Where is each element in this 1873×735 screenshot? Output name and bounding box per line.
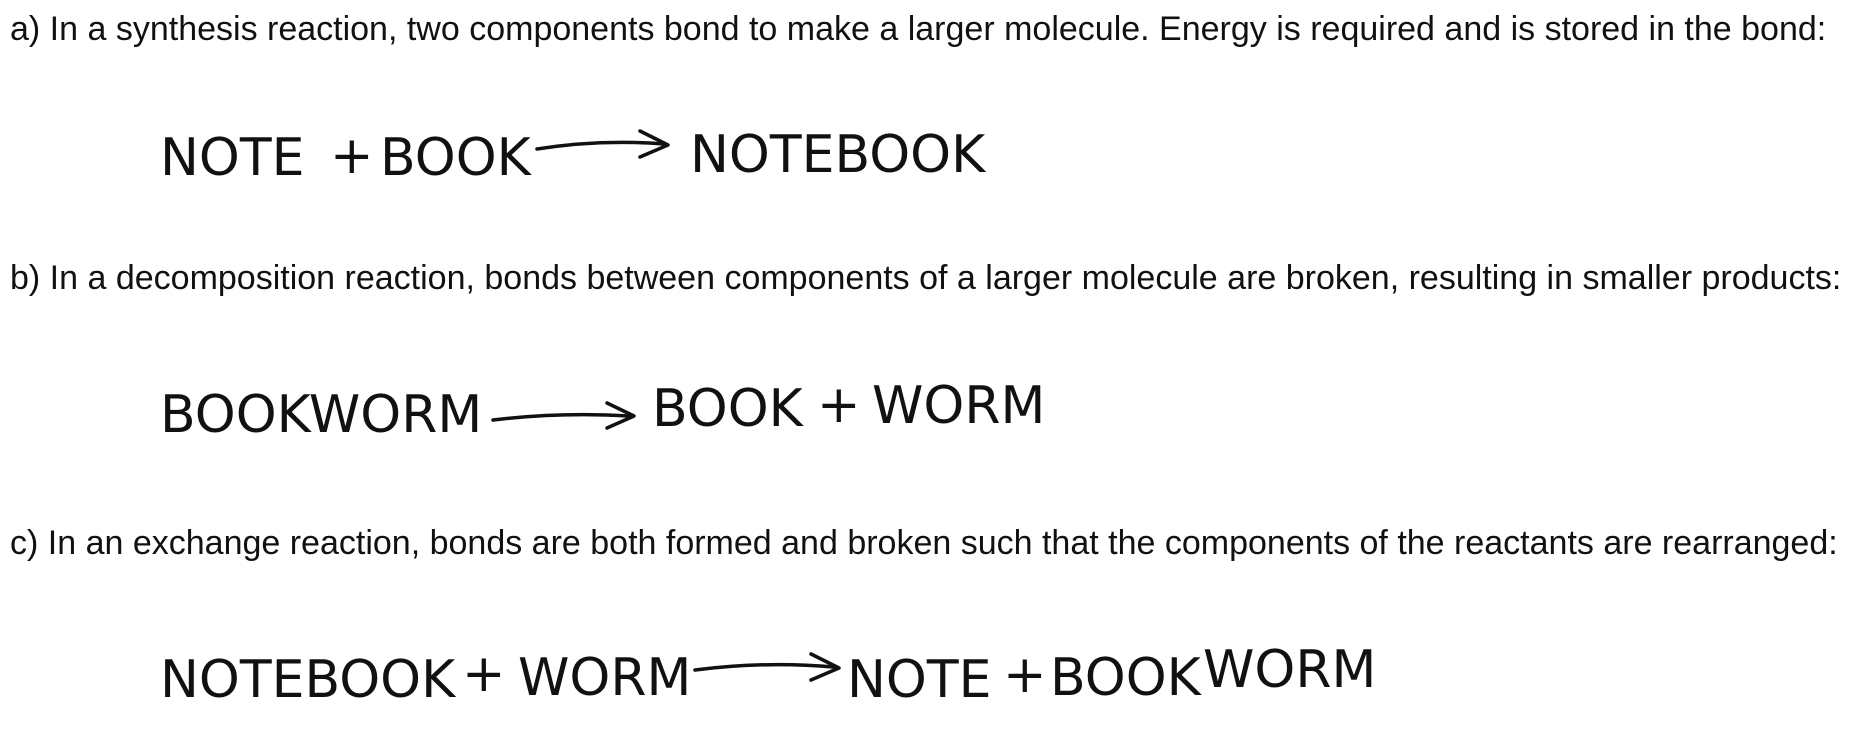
reactant-book: BOOK	[380, 128, 531, 188]
plus-sign: +	[1003, 645, 1047, 705]
exchange-equation	[0, 635, 1873, 735]
plus-sign: +	[330, 126, 374, 186]
product-notebook: NOTEBOOK	[690, 125, 986, 185]
reactant-worm: WORM	[518, 648, 692, 708]
product-worm: WORM	[872, 376, 1046, 436]
synthesis-equation	[0, 115, 1873, 215]
product-book: BOOK	[1050, 648, 1201, 708]
decomposition-reaction-description: b) In a decomposition reaction, bonds between components of a larger molecule are broken, resulting in smaller products:	[10, 259, 1842, 297]
plus-sign: +	[462, 644, 506, 704]
exchange-reaction-description: c) In an exchange reaction, bonds are both formed and broken such that the components of the reactants are rearranged:	[10, 524, 1838, 562]
synthesis-reaction-description: a) In a synthesis reaction, two components bond to make a larger molecule. Energy is required and is stored in the bond:	[10, 10, 1827, 48]
decomposition-equation	[0, 370, 1873, 470]
plus-sign: +	[817, 375, 861, 435]
reactant-notebook: NOTEBOOK	[160, 650, 456, 710]
product-note: NOTE	[847, 650, 992, 710]
product-book: BOOK	[652, 379, 803, 439]
product-worm: WORM	[1203, 640, 1377, 700]
reactant-bookworm: BOOKWORM	[160, 385, 483, 445]
reaction-arrow-icon	[695, 654, 839, 680]
reaction-arrow-icon	[493, 403, 634, 428]
reaction-arrow-icon	[537, 131, 668, 157]
reactant-note: NOTE	[160, 128, 305, 188]
